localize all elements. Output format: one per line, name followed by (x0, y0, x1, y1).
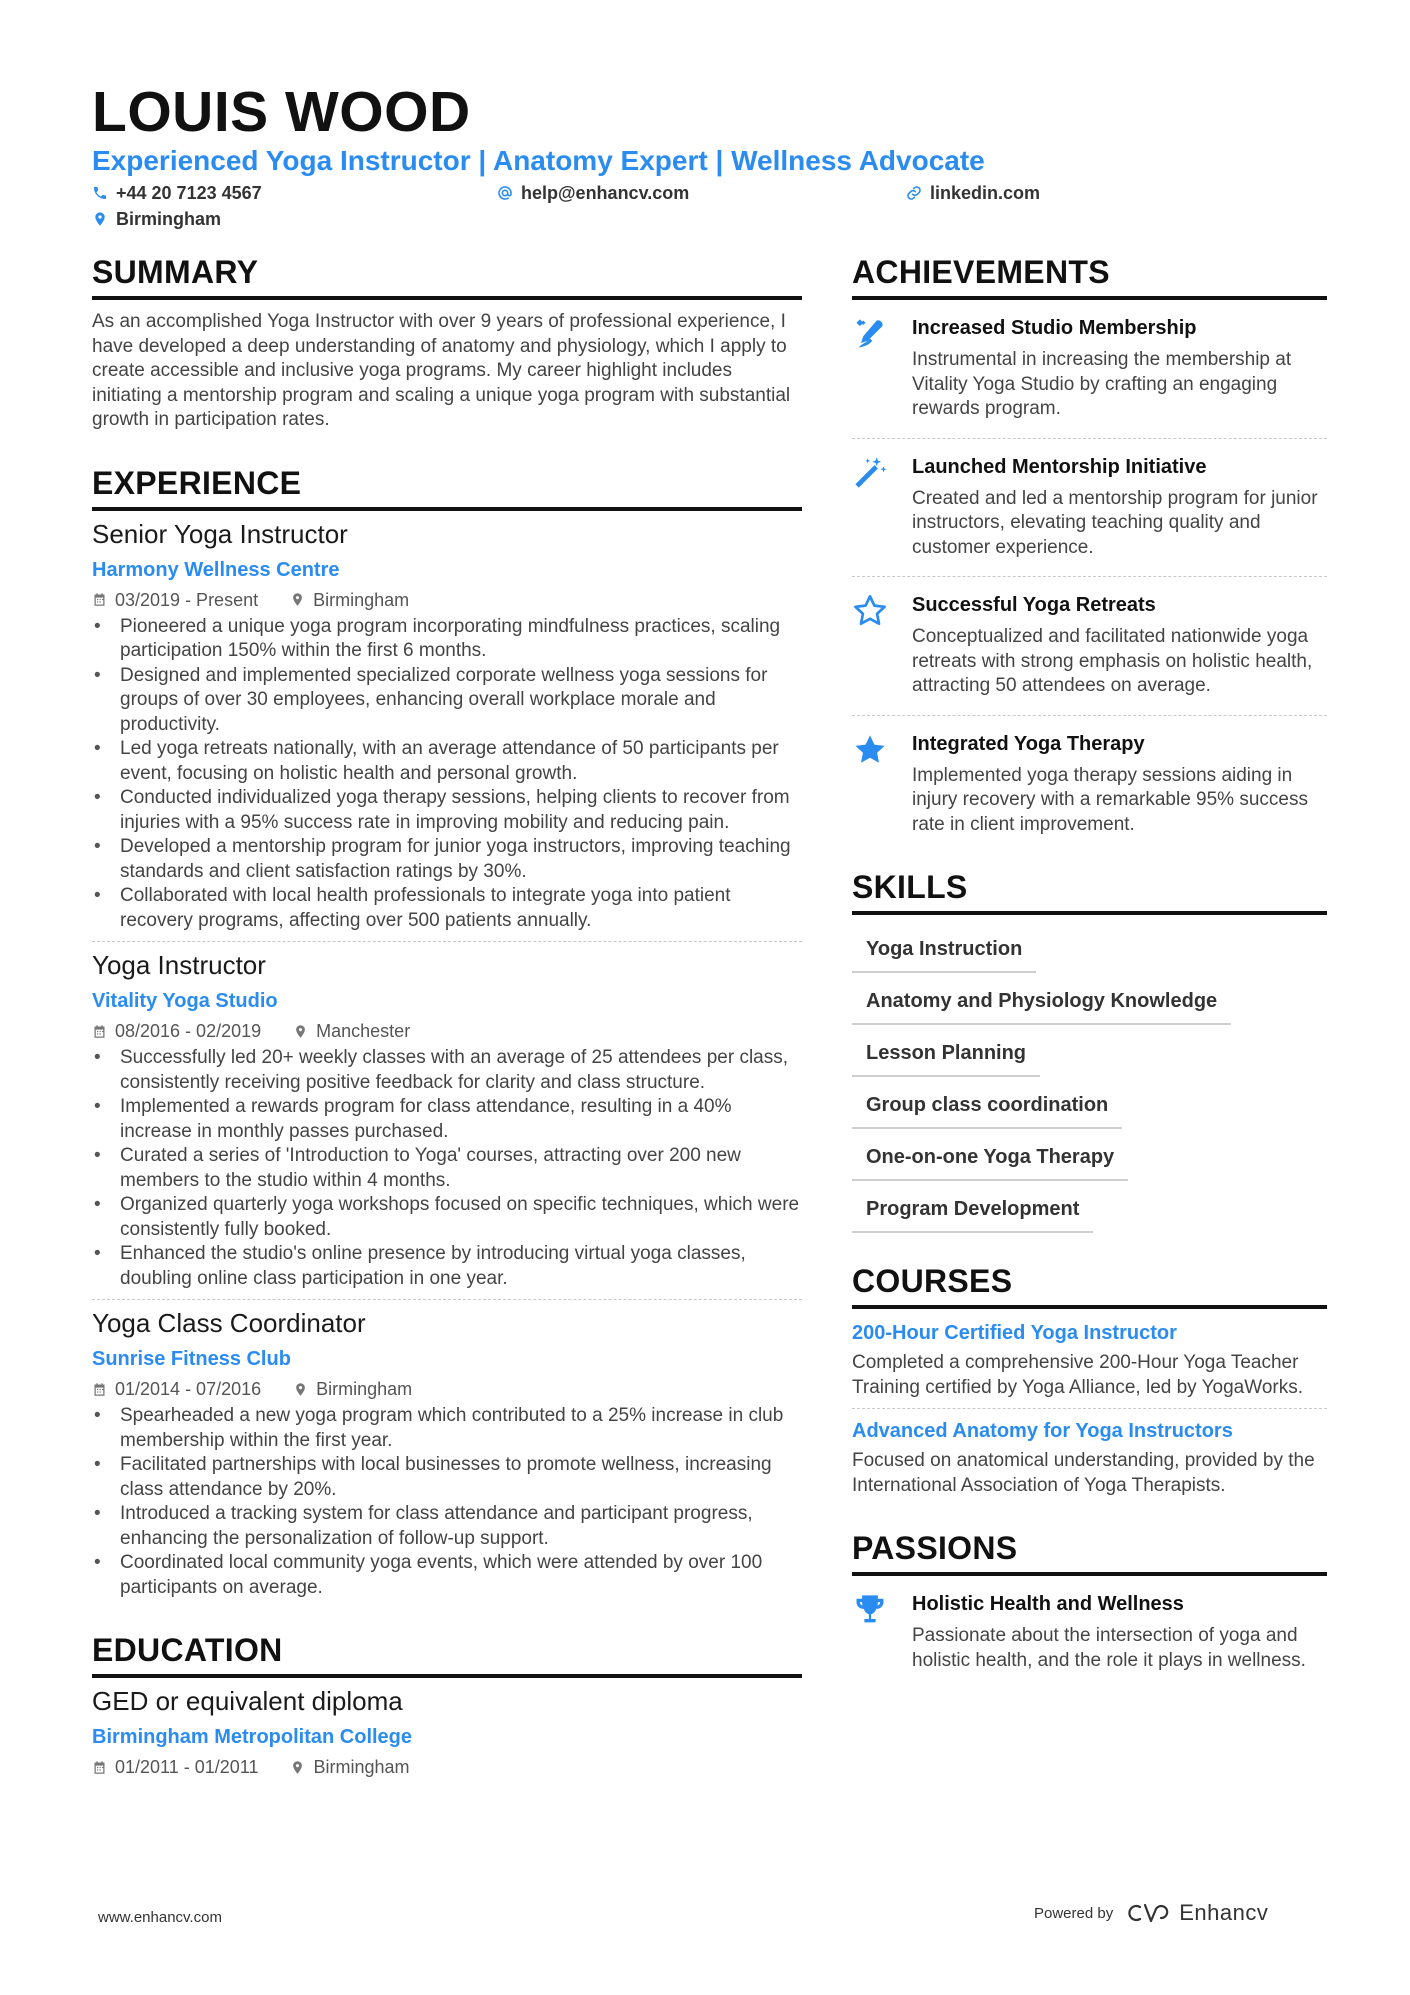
course-desc: Completed a comprehensive 200-Hour Yoga Teacher Training certified by Yoga Alliance, led by YogaWorks. (852, 1352, 1304, 1398)
achievement-item (852, 439, 1327, 569)
course-title: Advanced Anatomy for Yoga Instructors (852, 1420, 1233, 1442)
job-bullets (92, 615, 802, 934)
job-title: Yoga Class Coordinator (92, 1308, 366, 1338)
right-column (852, 252, 1327, 1681)
education-location: Birmingham (313, 1757, 410, 1777)
passion-desc: Passionate about the intersection of yoga and holistic health, and the role it plays in wellness. (912, 1625, 1306, 1671)
star-filled-icon (852, 732, 888, 768)
linkedin-text: linkedin.com (930, 183, 1041, 203)
magic-wand-icon (852, 455, 888, 491)
achievement-title: Successful Yoga Retreats (912, 594, 1156, 616)
headline: Experienced Yoga Instructor | Anatomy Expert | Wellness Advocate (92, 145, 985, 176)
job-dates: 03/2019 - Present (115, 589, 259, 610)
email-text: help@enhancv.com (521, 183, 690, 203)
skills-list (852, 921, 1327, 1233)
location-pin-icon (293, 1382, 308, 1397)
bullet-item: • Introduced a tracking system for class attendance and participant progress, enhancing the personalization of follow-up support. (92, 1502, 802, 1551)
bullet-item: • Pioneered a unique yoga program incorporating mindfulness practices, scaling participation 150% within the first 6 months. (92, 615, 802, 664)
location-pin-icon (293, 1024, 308, 1039)
achievement-item (852, 716, 1327, 846)
calendar-icon (92, 1024, 107, 1039)
bullet-item: • Spearheaded a new yoga program which contributed to a 25% increase in club membership within the first year. (92, 1404, 802, 1453)
passion-item (852, 1576, 1327, 1681)
contact-linkedin[interactable] (906, 181, 1040, 205)
job-meta (92, 1377, 802, 1401)
achievements-heading: ACHIEVEMENTS (852, 252, 1327, 300)
link-icon (906, 185, 922, 201)
course-desc: Focused on anatomical understanding, provided by the International Association of Yoga Therapists. (852, 1450, 1315, 1496)
skill-tag: Lesson Planning (852, 1039, 1040, 1077)
achievement-desc: Instrumental in increasing the membership at Vitality Yoga Studio by crafting an engaging rewards program. (912, 349, 1292, 419)
bullet-item: • Enhanced the studio's online presence by introducing virtual yoga classes, doubling online class participation in one year. (92, 1242, 802, 1291)
bullet-item: • Designed and implemented specialized corporate wellness yoga sessions for groups of over 30 employees, enhancing overall workplace morale and productivity. (92, 664, 802, 738)
footer-website[interactable]: www.enhancv.com (98, 1909, 222, 1926)
experience-heading: EXPERIENCE (92, 463, 802, 511)
contact-phone[interactable] (92, 181, 262, 205)
location-pin-icon (92, 211, 108, 227)
education-meta (92, 1755, 802, 1779)
contact-email[interactable] (497, 181, 689, 205)
brand-name: Enhancv (1179, 1900, 1269, 1925)
bullet-item: • Facilitated partnerships with local businesses to promote wellness, increasing class attendance by 20%. (92, 1453, 802, 1502)
location-pin-icon (290, 1760, 305, 1775)
bullet-item: • Coordinated local community yoga events, which were attended by over 100 participants on average. (92, 1551, 802, 1600)
left-column (92, 252, 802, 1779)
job-location: Manchester (316, 1021, 411, 1041)
location-text: Birmingham (116, 209, 222, 229)
achievement-item (852, 300, 1327, 430)
location-pin-icon (290, 592, 305, 607)
bullet-item: • Implemented a rewards program for class attendance, resulting in a 40% increase in monthly passes purchased. (92, 1095, 802, 1144)
achievement-desc: Created and led a mentorship program for junior instructors, elevating teaching quality and customer experience. (912, 487, 1318, 558)
trophy-icon (852, 1592, 888, 1628)
summary-text: As an accomplished Yoga Instructor with over 9 years of professional experience, I have developed a deep understanding of anatomy and physiology, which I apply to create accessible and inclusive yoga programs. My career highlight includes initiating a mentorship program and scaling a unique yoga program with substantial growth in participation rates. (92, 311, 791, 430)
achievement-desc: Implemented yoga therapy sessions aiding in injury recovery with a remarkable 95% success rate in client improvement. (912, 764, 1308, 835)
calendar-icon (92, 1382, 107, 1397)
achievement-item (852, 577, 1327, 707)
at-icon (497, 185, 513, 201)
job-bullets (92, 1404, 802, 1600)
divider (852, 1408, 1327, 1409)
phone-icon (92, 185, 108, 201)
skill-tag: Group class coordination (852, 1091, 1122, 1129)
degree: GED or equivalent diploma (92, 1686, 403, 1716)
bullet-item: • Curated a series of 'Introduction to Yoga' courses, attracting over 200 new members to the studio within 4 months. (92, 1144, 802, 1193)
job-entry (92, 948, 802, 1300)
candidate-name: LOUIS WOOD (92, 80, 471, 144)
job-entry (92, 517, 802, 943)
skill-tag: Anatomy and Physiology Knowledge (852, 987, 1231, 1025)
skill-tag: Program Development (852, 1195, 1093, 1233)
job-location: Birmingham (316, 1379, 413, 1399)
achievement-title: Integrated Yoga Therapy (912, 732, 1145, 755)
footer-branding[interactable] (1034, 1900, 1268, 1926)
job-meta (92, 1019, 802, 1043)
achievement-title: Launched Mentorship Initiative (912, 455, 1207, 478)
summary-heading: SUMMARY (92, 252, 802, 300)
job-dates: 01/2014 - 07/2016 (115, 1379, 262, 1399)
passion-title: Holistic Health and Wellness (912, 1593, 1184, 1615)
passions-heading: PASSIONS (852, 1528, 1327, 1576)
job-meta (92, 588, 802, 612)
calendar-icon (92, 1760, 107, 1775)
job-entry (92, 1306, 802, 1600)
bullet-item: • Conducted individualized yoga therapy sessions, helping clients to recover from injuries with a 95% success rate in improving mobility and reducing pain. (92, 786, 802, 835)
skill-tag: Yoga Instruction (852, 935, 1036, 973)
skill-tag: One-on-one Yoga Therapy (852, 1143, 1128, 1181)
achievement-desc: Conceptualized and facilitated nationwide yoga retreats with strong emphasis on holistic health, attracting 50 attendees on average. (912, 626, 1313, 696)
job-company: Sunrise Fitness Club (92, 1348, 291, 1370)
phone-text: +44 20 7123 4567 (116, 183, 262, 203)
job-bullets (92, 1046, 802, 1291)
job-company: Vitality Yoga Studio (92, 990, 278, 1012)
job-title: Senior Yoga Instructor (92, 518, 348, 549)
course-item (852, 1417, 1327, 1498)
star-outline-icon (852, 593, 888, 629)
divider (92, 1299, 802, 1300)
bullet-item: • Led yoga retreats nationally, with an average attendance of 50 participants per event, focusing on holistic health and personal growth. (92, 737, 802, 786)
bullet-item: • Organized quarterly yoga workshops focused on specific techniques, which were consistently fully booked. (92, 1193, 802, 1242)
enhancv-logo-icon (1127, 1902, 1173, 1924)
job-dates: 08/2016 - 02/2019 (115, 1021, 262, 1041)
bullet-item: • Developed a mentorship program for junior yoga instructors, improving teaching standards and client satisfaction ratings by 30%. (92, 835, 802, 884)
skills-heading: SKILLS (852, 867, 1327, 915)
job-company: Harmony Wellness Centre (92, 558, 340, 581)
job-location: Birmingham (313, 589, 410, 610)
course-item (852, 1319, 1327, 1400)
bullet-item: • Collaborated with local health professionals to integrate yoga into patient recovery programs, affecting over 500 patients annually. (92, 884, 802, 933)
education-entry (92, 1684, 802, 1779)
education-heading: EDUCATION (92, 1630, 802, 1678)
contact-location (92, 207, 221, 231)
course-title: 200-Hour Certified Yoga Instructor (852, 1322, 1177, 1344)
job-title: Yoga Instructor (92, 950, 266, 980)
school: Birmingham Metropolitan College (92, 1726, 413, 1748)
pencil-ruler-icon (852, 316, 888, 352)
bullet-item: • Successfully led 20+ weekly classes with an average of 25 attendees per class, consistently receiving positive feedback for clarity and class structure. (92, 1046, 802, 1095)
achievement-title: Increased Studio Membership (912, 317, 1197, 339)
divider (92, 941, 802, 942)
calendar-icon (92, 592, 107, 607)
education-dates: 01/2011 - 01/2011 (115, 1757, 259, 1777)
courses-heading: COURSES (852, 1261, 1327, 1309)
powered-by-label: Powered by (1034, 1904, 1114, 1922)
